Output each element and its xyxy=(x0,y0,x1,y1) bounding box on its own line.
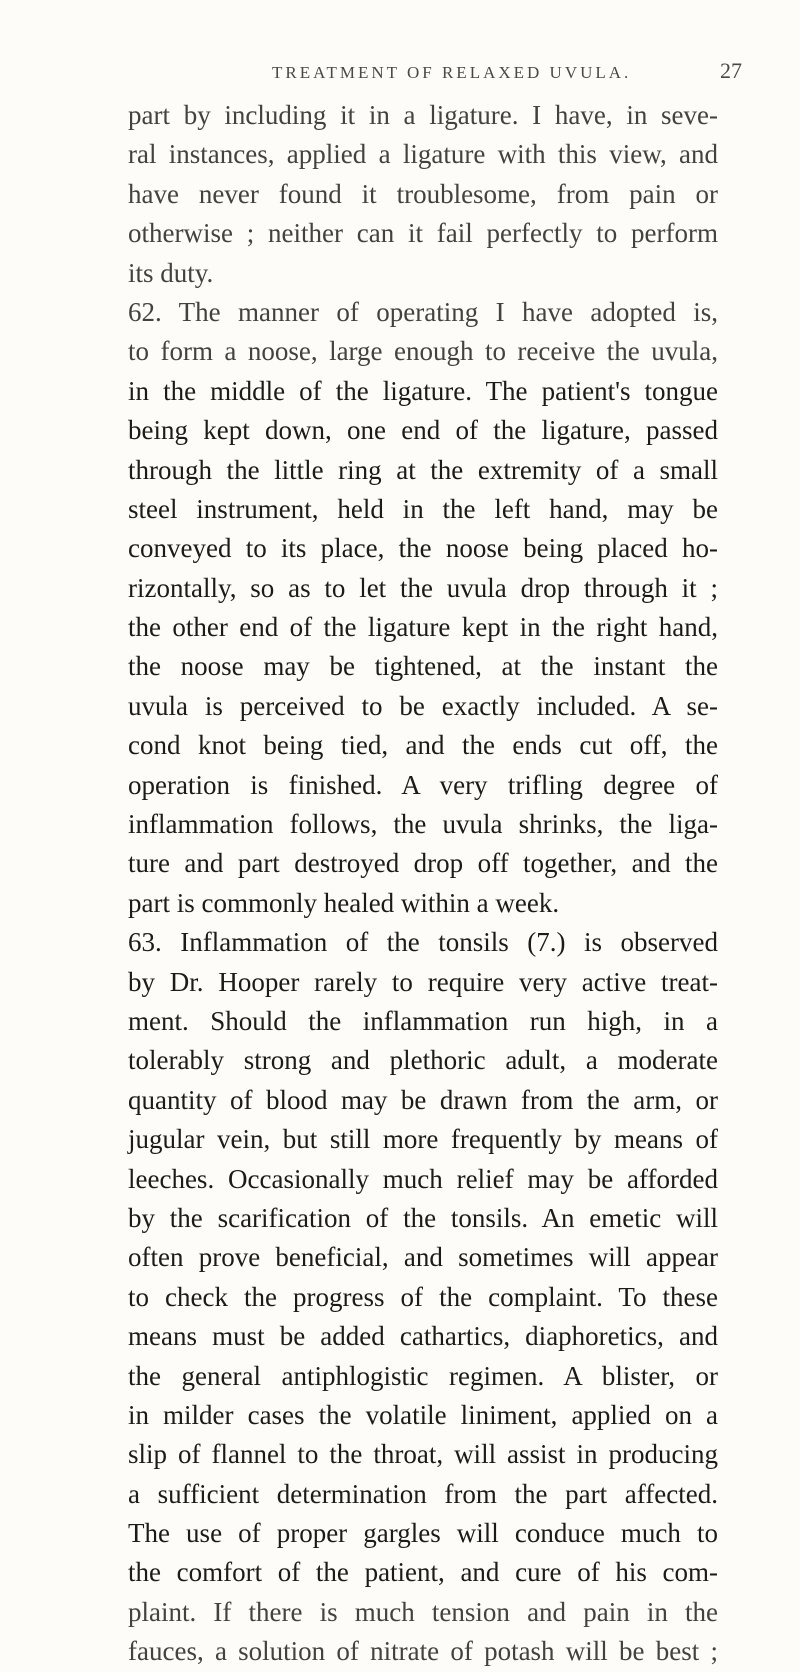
text-line: part by including it in a ligature. I have, in seve- xyxy=(128,100,718,130)
text-line: 63. Inflammation of the tonsils (7.) is observed xyxy=(128,927,718,958)
text-line: in milder cases the volatile liniment, applied on a xyxy=(128,1399,718,1430)
text-line: quantity of blood may be drawn from the arm, or xyxy=(128,1084,718,1115)
text-line: the comfort of the patient, and cure of his com- xyxy=(128,1557,718,1588)
text-line: the other end of the ligature kept in the right hand, xyxy=(128,612,718,643)
text-line: often prove beneficial, and sometimes will appear xyxy=(128,1242,718,1273)
text-line: in the middle of the ligature. The patient's tongue xyxy=(128,375,718,406)
body-text xyxy=(128,96,718,1672)
text-line: by the scarification of the tonsils. An emetic will xyxy=(128,1202,718,1233)
text-line: a sufficient determination from the part affected. xyxy=(128,1478,718,1509)
page-number: 27 xyxy=(720,58,742,83)
text-line: ment. Should the inflammation run high, in a xyxy=(128,1005,718,1036)
text-line: ral instances, applied a ligature with this view, and xyxy=(128,139,718,170)
text-line: the noose may be tightened, at the instant the xyxy=(128,651,718,682)
text-line: plaint. If there is much tension and pain in the xyxy=(128,1596,718,1627)
text-line: jugular vein, but still more frequently by means of xyxy=(128,1124,718,1155)
text-line: The use of proper gargles will conduce much to xyxy=(128,1518,718,1549)
text-line: being kept down, one end of the ligature, passed xyxy=(128,415,718,446)
text-line: means must be added cathartics, diaphoretics, and xyxy=(128,1321,718,1352)
text-line: have never found it troublesome, from pain or xyxy=(128,178,718,209)
text-line: cond knot being tied, and the ends cut off, the xyxy=(128,730,718,761)
text-line: slip of flannel to the throat, will assist in producing xyxy=(128,1439,718,1470)
text-line: uvula is perceived to be exactly included. A se- xyxy=(128,690,718,721)
text-line: tolerably strong and plethoric adult, a moderate xyxy=(128,1045,718,1076)
text-line: conveyed to its place, the noose being placed ho- xyxy=(128,533,718,564)
text-line: fauces, a solution of nitrate of potash will be best ; xyxy=(128,1636,718,1667)
text-line: part is commonly healed within a week. xyxy=(128,887,560,918)
text-line: by Dr. Hooper rarely to require very active treat- xyxy=(128,966,718,997)
text-line: ture and part destroyed drop off together, and the xyxy=(128,848,718,879)
text-line: to form a noose, large enough to receive the uvula, xyxy=(128,336,718,367)
text-line: rizontally, so as to let the uvula drop through it ; xyxy=(128,572,718,603)
text-line: the general antiphlogistic regimen. A blister, or xyxy=(128,1360,718,1391)
text-line: through the little ring at the extremity of a small xyxy=(128,454,718,485)
text-line: to check the progress of the complaint. To these xyxy=(128,1281,718,1312)
text-line: its duty. xyxy=(128,257,214,288)
text-line: steel instrument, held in the left hand, may be xyxy=(128,493,718,524)
text-line: inflammation follows, the uvula shrinks, the liga- xyxy=(128,809,718,840)
text-line: leeches. Occasionally much relief may be afforded xyxy=(128,1163,718,1194)
text-line: 62. The manner of operating I have adopted is, xyxy=(128,296,718,327)
running-head: TREATMENT OF RELAXED UVULA. xyxy=(272,63,632,82)
text-line: operation is finished. A very trifling degree of xyxy=(128,769,718,800)
text-line: otherwise ; neither can it fail perfectly to perform xyxy=(128,218,718,249)
